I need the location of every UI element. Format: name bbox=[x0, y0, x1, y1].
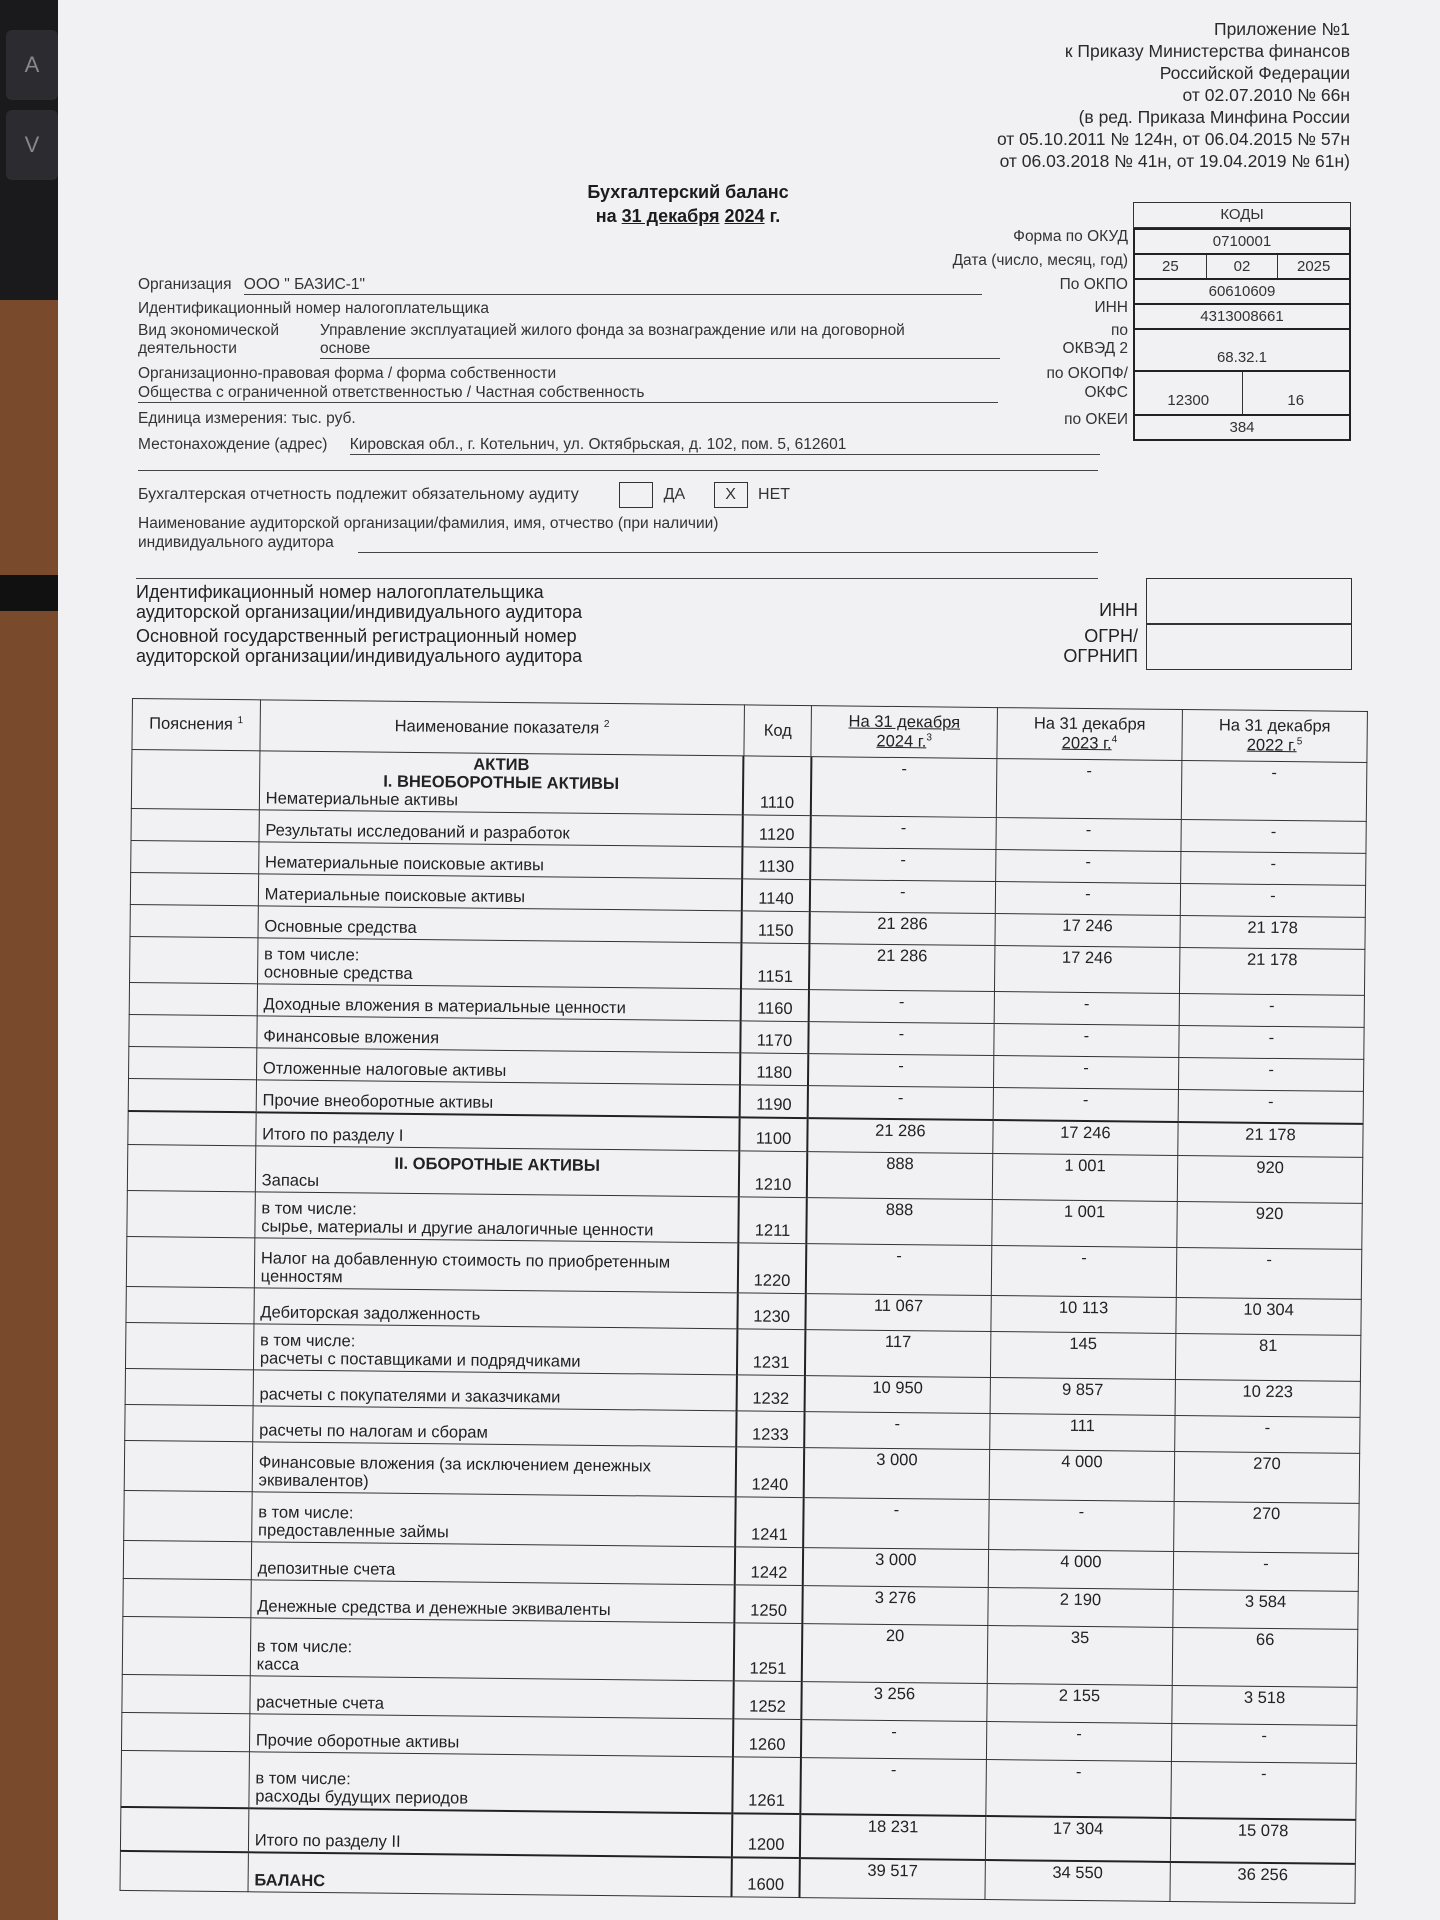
okud-value: 0710001 bbox=[1133, 228, 1351, 255]
notes-cell bbox=[125, 1322, 253, 1369]
auditor-inn-box[interactable] bbox=[1146, 578, 1352, 624]
value-2024-cell: - bbox=[811, 757, 997, 818]
value-2023-cell: 1 001 bbox=[992, 1200, 1178, 1248]
indicator-name: сырье, материалы и другие аналогичные ценности bbox=[261, 1217, 654, 1240]
value-2022-cell: - bbox=[1171, 1723, 1356, 1763]
indicator-name: Доходные вложения в материальные ценности bbox=[263, 995, 626, 1018]
value-2023-cell: 9 857 bbox=[990, 1378, 1175, 1416]
appendix-line: от 02.07.2010 № 66н bbox=[1182, 85, 1350, 105]
inn-label: Идентификационный номер налогоплательщика bbox=[138, 300, 490, 317]
indicator-name: Денежные средства и денежные эквиваленты bbox=[257, 1597, 611, 1620]
activity-value bbox=[320, 322, 1000, 359]
col-2024-header: На 31 декабря 2024 г.$^3$ bbox=[811, 706, 997, 759]
okopf-okfs-values bbox=[1133, 372, 1351, 416]
org-value: ООО " БАЗИС-1" bbox=[244, 276, 982, 295]
code-cell: 1251 bbox=[734, 1623, 802, 1682]
appendix-line: Приложение №1 bbox=[1213, 19, 1350, 39]
value-2024-cell: - bbox=[810, 880, 996, 914]
address-value: Кировская обл., г. Котельнич, ул. Октябрьская, д. 102, пом. 5, 612601 bbox=[350, 436, 1100, 455]
value-2022-cell: 3 518 bbox=[1172, 1685, 1357, 1725]
address-label: Местонахождение (адрес) bbox=[138, 436, 328, 453]
value-2022-cell: 10 223 bbox=[1175, 1379, 1360, 1417]
indicator-name-prefix: в том числе: bbox=[255, 1768, 351, 1788]
ogrn-label-line: ОГРНИП bbox=[1063, 646, 1138, 666]
code-cell: 1252 bbox=[734, 1681, 802, 1720]
value-2024-cell: - bbox=[808, 1054, 994, 1088]
indicator-name-cell bbox=[256, 1080, 740, 1117]
value-2024-cell: 21 286 bbox=[809, 912, 995, 946]
okpo-label: По ОКПО bbox=[1059, 276, 1128, 293]
code-cell: 1250 bbox=[735, 1585, 803, 1624]
indicator-name-cell bbox=[254, 1288, 738, 1329]
indicator-name-cell bbox=[256, 1112, 740, 1151]
indicator-name-prefix: в том числе: bbox=[259, 1331, 356, 1351]
value-2024-cell: 888 bbox=[806, 1198, 992, 1246]
org-label: Организация bbox=[138, 276, 232, 293]
value-2024-cell: - bbox=[804, 1412, 990, 1450]
auditor-name-label: индивидуального аудитора bbox=[138, 534, 334, 551]
codes-header: КОДЫ bbox=[1133, 202, 1351, 228]
value-2024-cell: - bbox=[810, 816, 996, 850]
indicator-name-cell bbox=[258, 874, 742, 911]
indicator-name-cell bbox=[251, 1542, 735, 1585]
indicator-name: эквивалентов) bbox=[258, 1471, 369, 1491]
notes-cell bbox=[124, 1490, 252, 1541]
value-2023-cell: 10 113 bbox=[991, 1296, 1176, 1334]
indicator-name-cell bbox=[255, 1192, 740, 1243]
col-notes-header: Пояснения $^1$ bbox=[132, 699, 260, 751]
value-2024-cell: - bbox=[801, 1720, 987, 1760]
indicator-name: расчеты с поставщиками и подрядчиками bbox=[259, 1349, 581, 1371]
date-month-value: 02 bbox=[1206, 255, 1278, 278]
okud-label: Форма по ОКУД bbox=[1013, 228, 1128, 245]
indicator-name: Основные средства bbox=[264, 917, 417, 937]
indicator-name-cell bbox=[250, 1618, 735, 1681]
notes-cell bbox=[129, 1046, 257, 1079]
value-2023-cell: 4 000 bbox=[988, 1550, 1173, 1590]
auditor-ogrn-line: Основной государственный регистрационный номер bbox=[136, 626, 577, 646]
notes-cell bbox=[121, 1750, 249, 1807]
value-2023-cell: 2 155 bbox=[987, 1684, 1172, 1724]
value-2023-cell: - bbox=[993, 1056, 1178, 1090]
value-2024-cell: - bbox=[800, 1758, 986, 1816]
notes-cell bbox=[130, 936, 258, 983]
notes-cell bbox=[123, 1540, 251, 1579]
code-cell: 1180 bbox=[740, 1053, 808, 1086]
address-row bbox=[138, 436, 1138, 455]
value-2022-cell: 3 584 bbox=[1173, 1589, 1358, 1629]
value-2022-cell: - bbox=[1179, 1025, 1364, 1059]
code-cell: 1211 bbox=[739, 1197, 807, 1244]
notes-cell bbox=[128, 1078, 256, 1111]
indicator-name-cell bbox=[249, 1714, 733, 1757]
auditor-name-label: Наименование аудиторской организации/фамилия, имя, отчество (при наличии) bbox=[138, 515, 719, 532]
value-2022-cell: - bbox=[1176, 1247, 1362, 1299]
notes-cell bbox=[129, 982, 257, 1015]
notes-cell bbox=[126, 1236, 254, 1287]
indicator-name: основные средства bbox=[263, 963, 413, 983]
value-2022-cell: - bbox=[1173, 1551, 1358, 1591]
audit-yes-label: ДА bbox=[663, 486, 686, 504]
value-2022-cell: 270 bbox=[1174, 1501, 1360, 1553]
value-2024-cell: 3 000 bbox=[803, 1548, 989, 1588]
indicator-name-cell bbox=[257, 1016, 741, 1053]
indicator-name-cell bbox=[256, 1048, 740, 1085]
code-cell: 1190 bbox=[740, 1085, 808, 1118]
value-2022-cell: 21 178 bbox=[1179, 947, 1365, 995]
indicator-name: БАЛАНС bbox=[254, 1871, 326, 1891]
indicator-name: Нематериальные поисковые активы bbox=[264, 853, 545, 875]
value-2023-cell: - bbox=[995, 882, 1180, 916]
indicator-name: расчеты по налогам и сборам bbox=[259, 1421, 488, 1442]
col-code-header: Код bbox=[744, 705, 812, 757]
address-extra-line bbox=[138, 470, 1098, 471]
value-2023-cell: - bbox=[986, 1760, 1172, 1818]
indicator-name: расходы будущих периодов bbox=[255, 1786, 469, 1808]
indicator-name-cell bbox=[252, 1442, 737, 1497]
indicator-name: ценностям bbox=[260, 1267, 343, 1287]
auditor-inn-line: аудиторской организации/индивидуального аудитора bbox=[136, 602, 583, 622]
indicator-name: Итого по разделу I bbox=[262, 1125, 404, 1145]
value-2022-cell: 21 178 bbox=[1178, 1121, 1363, 1157]
notes-cell bbox=[127, 1144, 255, 1191]
code-cell: 1600 bbox=[732, 1857, 800, 1898]
form-block bbox=[138, 364, 998, 403]
value-2024-cell: 888 bbox=[807, 1152, 993, 1200]
value-2024-cell: - bbox=[810, 848, 996, 882]
indicator-name-cell bbox=[251, 1580, 735, 1623]
appendix-line: от 06.03.2018 № 41н, от 19.04.2019 № 61н) bbox=[999, 151, 1350, 171]
okopf-label-1: по ОКОПФ/ bbox=[1046, 365, 1128, 382]
value-2024-cell: 11 067 bbox=[805, 1294, 991, 1332]
value-2022-cell: - bbox=[1178, 1057, 1363, 1091]
value-2022-cell: - bbox=[1181, 760, 1367, 821]
value-2022-cell: - bbox=[1171, 1761, 1357, 1819]
code-cell: 1200 bbox=[732, 1813, 800, 1858]
auditor-ids bbox=[136, 582, 582, 666]
value-2023-cell: 17 246 bbox=[993, 1120, 1178, 1156]
value-2022-cell: 81 bbox=[1175, 1333, 1361, 1381]
value-2023-cell: - bbox=[989, 1500, 1175, 1552]
code-cell: 1140 bbox=[742, 879, 810, 912]
notes-cell bbox=[131, 750, 259, 810]
col-2022-header: На 31 декабря 2022 г.$^5$ bbox=[1182, 709, 1368, 762]
auditor-inn-line: Идентификационный номер налогоплательщика bbox=[136, 582, 544, 602]
col-name-header: Наименование показателя $^2$ bbox=[260, 700, 745, 756]
indicator-name-cell bbox=[248, 1808, 733, 1857]
value-2022-cell: - bbox=[1178, 1089, 1363, 1123]
indicator-name-prefix: Налог на добавленную стоимость по приобретенным bbox=[260, 1249, 671, 1272]
code-cell: 1120 bbox=[743, 815, 811, 848]
activity-label-line: Вид экономической bbox=[138, 322, 280, 339]
indicator-name: касса bbox=[256, 1655, 300, 1674]
value-2022-cell: - bbox=[1181, 851, 1366, 885]
indicator-name-prefix: в том числе: bbox=[261, 1199, 357, 1219]
date-day-month: 31 декабря bbox=[621, 206, 720, 226]
value-2022-cell: 920 bbox=[1177, 1155, 1363, 1203]
value-2022-cell: 10 304 bbox=[1176, 1297, 1361, 1335]
code-cell: 1150 bbox=[742, 911, 810, 944]
notes-cell bbox=[120, 1806, 248, 1851]
indicator-name: предоставленные займы bbox=[257, 1521, 449, 1542]
appendix-line: к Приказу Министерства финансов bbox=[1064, 41, 1350, 61]
indicator-name-cell bbox=[252, 1406, 736, 1447]
value-2022-cell: 21 178 bbox=[1180, 915, 1365, 949]
code-cell: 1241 bbox=[736, 1497, 804, 1548]
codes-box bbox=[1133, 202, 1351, 441]
indicator-name: Прочие внеоборотные активы bbox=[262, 1090, 494, 1112]
value-2024-cell: - bbox=[806, 1244, 992, 1296]
value-2023-cell: 17 304 bbox=[985, 1816, 1170, 1862]
inn-code-label: ИНН bbox=[1094, 299, 1128, 316]
value-2024-cell: 20 bbox=[802, 1624, 988, 1684]
indicator-name: Запасы bbox=[261, 1171, 320, 1190]
ogrn-label-line: ОГРН/ bbox=[1084, 626, 1138, 646]
activity-value-line: основе bbox=[320, 340, 1000, 359]
date-label: Дата (число, месяц, год) bbox=[952, 252, 1128, 269]
auditor-name-line bbox=[358, 552, 1098, 553]
activity-value-line: Управление эксплуатацией жилого фонда за вознаграждение или на договорной bbox=[320, 322, 905, 339]
value-2023-cell: - bbox=[996, 818, 1181, 852]
notes-cell bbox=[129, 1014, 257, 1047]
appendix-line: Российской Федерации bbox=[1159, 63, 1350, 83]
indicator-name: расчеты с покупателями и заказчиками bbox=[259, 1385, 561, 1407]
okved-label-1: по bbox=[1110, 322, 1128, 339]
indicator-name: Материальные поисковые активы bbox=[264, 885, 526, 907]
value-2024-cell: 21 286 bbox=[809, 944, 995, 992]
indicator-name-cell bbox=[258, 842, 742, 879]
indicator-name-cell bbox=[258, 906, 742, 943]
value-2022-cell: - bbox=[1181, 819, 1366, 853]
notes-cell bbox=[131, 840, 259, 873]
value-2024-cell: 3 000 bbox=[803, 1448, 989, 1500]
auditor-ogrn-line: аудиторской организации/индивидуального аудитора bbox=[136, 646, 583, 666]
value-2024-cell: - bbox=[808, 990, 994, 1024]
col-2023-header: На 31 декабря 2023 г.$^4$ bbox=[997, 708, 1183, 761]
notes-cell bbox=[123, 1578, 251, 1617]
indicator-name-cell bbox=[248, 1852, 732, 1897]
notes-cell bbox=[127, 1190, 255, 1237]
code-cell: 1110 bbox=[743, 756, 811, 816]
keyboard-key: V bbox=[6, 110, 58, 180]
code-cell: 1100 bbox=[740, 1117, 808, 1152]
notes-cell bbox=[131, 808, 259, 841]
code-cell: 1240 bbox=[736, 1447, 804, 1498]
indicator-name: Нематериальные активы bbox=[265, 789, 459, 810]
okopf-value: 12300 bbox=[1167, 392, 1210, 409]
value-2023-cell: - bbox=[986, 1722, 1171, 1762]
audit-no-label: НЕТ bbox=[758, 486, 791, 504]
date-year: 2024 bbox=[724, 206, 765, 226]
value-2023-cell: - bbox=[996, 850, 1181, 884]
indicator-name-cell bbox=[257, 938, 742, 989]
notes-cell bbox=[121, 1712, 249, 1751]
notes-cell bbox=[125, 1404, 253, 1441]
value-2023-cell: - bbox=[991, 1246, 1177, 1298]
value-2023-cell: 34 550 bbox=[985, 1859, 1170, 1901]
auditor-inn-code-label: ИНН bbox=[1099, 600, 1138, 620]
okved-label-2: ОКВЭД 2 bbox=[1062, 340, 1128, 357]
date-day-value: 25 bbox=[1161, 258, 1179, 275]
value-2024-cell: 39 517 bbox=[799, 1858, 985, 1900]
indicator-name-cell bbox=[257, 984, 741, 1021]
notes-cell bbox=[128, 1110, 256, 1145]
auditor-code-boxes bbox=[1146, 578, 1352, 670]
notes-cell bbox=[122, 1674, 250, 1713]
indicator-name-cell bbox=[250, 1676, 734, 1719]
audit-yes-checkbox[interactable] bbox=[619, 482, 653, 508]
title-date bbox=[458, 204, 918, 228]
inn-value: 4313008661 bbox=[1133, 305, 1351, 330]
indicator-name-prefix: Финансовые вложения (за исключением денежных bbox=[258, 1453, 651, 1476]
value-2024-cell: 21 286 bbox=[807, 1118, 993, 1154]
code-cell: 1170 bbox=[741, 1021, 809, 1054]
okpo-value: 60610609 bbox=[1133, 280, 1351, 305]
notes-cell bbox=[124, 1440, 252, 1491]
value-2022-cell: 920 bbox=[1177, 1201, 1363, 1249]
value-2024-cell: - bbox=[803, 1498, 989, 1550]
indicator-name-prefix: в том числе: bbox=[256, 1637, 353, 1657]
appendix-block bbox=[790, 18, 1350, 172]
value-2023-cell: - bbox=[993, 1088, 1178, 1122]
indicator-name: Прочие оборотные активы bbox=[255, 1731, 460, 1752]
value-2024-cell: - bbox=[808, 1022, 994, 1056]
value-2023-cell: 2 190 bbox=[988, 1588, 1173, 1628]
okei-value: 384 bbox=[1133, 416, 1351, 441]
value-2023-cell: 111 bbox=[990, 1414, 1175, 1452]
appendix-line: (в ред. Приказа Минфина России bbox=[1078, 107, 1350, 127]
document-title bbox=[458, 180, 918, 228]
okopf-label-2: ОКФС bbox=[1084, 384, 1128, 401]
value-2022-cell: 270 bbox=[1174, 1451, 1360, 1503]
indicator-name-cell bbox=[254, 1238, 739, 1293]
indicator-name-cell bbox=[249, 1752, 734, 1813]
activity-label bbox=[138, 322, 279, 358]
value-2024-cell: 3 276 bbox=[802, 1586, 988, 1626]
auditor-name-block bbox=[138, 514, 718, 552]
form-value: Общества с ограниченной ответственностью / Частная собственность bbox=[138, 383, 998, 403]
notes-cell bbox=[126, 1286, 254, 1323]
code-cell: 1230 bbox=[738, 1293, 806, 1330]
section-1-title: I. ВНЕОБОРОТНЫЕ АКТИВЫ bbox=[383, 772, 620, 794]
value-2022-cell: 36 256 bbox=[1170, 1861, 1356, 1903]
value-2023-cell: 17 246 bbox=[995, 914, 1180, 948]
value-2024-cell: 18 231 bbox=[800, 1814, 986, 1860]
code-cell: 1160 bbox=[741, 989, 809, 1022]
code-cell: 1233 bbox=[737, 1411, 805, 1448]
code-cell: 1261 bbox=[733, 1757, 801, 1814]
value-2022-cell: - bbox=[1179, 993, 1364, 1027]
date-suffix: г. bbox=[769, 206, 781, 226]
value-2024-cell: 117 bbox=[805, 1330, 991, 1378]
audit-question bbox=[138, 482, 790, 508]
indicator-name-cell bbox=[259, 810, 743, 847]
indicator-name-cell bbox=[251, 1492, 736, 1547]
value-2024-cell: 10 950 bbox=[804, 1376, 990, 1414]
code-cell: 1151 bbox=[741, 943, 809, 990]
indicator-name-cell bbox=[253, 1324, 738, 1375]
section-2-title: II. ОБОРОТНЫЕ АКТИВЫ bbox=[394, 1154, 601, 1175]
notes-cell bbox=[125, 1368, 253, 1405]
auditor-ogrn-box[interactable] bbox=[1146, 624, 1352, 670]
indicator-name: депозитные счета bbox=[257, 1559, 396, 1579]
code-cell: 1232 bbox=[737, 1375, 805, 1412]
audit-no-checkbox[interactable]: X bbox=[714, 482, 748, 508]
indicator-name-cell bbox=[259, 751, 744, 815]
value-2023-cell: - bbox=[996, 759, 1182, 820]
balance-sheet-page bbox=[58, 0, 1440, 1920]
title-text: Бухгалтерский баланс bbox=[587, 182, 789, 202]
value-2024-cell: 3 256 bbox=[801, 1682, 987, 1722]
notes-cell bbox=[122, 1616, 250, 1675]
date-prefix: на bbox=[595, 206, 617, 226]
value-2023-cell: 1 001 bbox=[992, 1154, 1178, 1202]
value-2023-cell: - bbox=[994, 992, 1179, 1026]
okfs-value: 16 bbox=[1242, 372, 1350, 414]
audit-question-text: Бухгалтерская отчетность подлежит обязательному аудиту bbox=[138, 486, 579, 504]
code-cell: 1260 bbox=[733, 1719, 801, 1758]
section-aktiv: АКТИВ bbox=[473, 755, 530, 775]
indicator-name-prefix: в том числе: bbox=[264, 945, 360, 965]
indicator-name: расчетные счета bbox=[256, 1693, 385, 1713]
code-cell: 1220 bbox=[738, 1243, 806, 1294]
indicator-name: Финансовые вложения bbox=[263, 1027, 440, 1048]
notes-cell bbox=[120, 1850, 248, 1891]
code-cell: 1231 bbox=[737, 1329, 805, 1376]
indicator-name: Итого по разделу II bbox=[254, 1830, 401, 1851]
value-2022-cell: - bbox=[1175, 1415, 1360, 1453]
indicator-name: Дебиторская задолженность bbox=[260, 1303, 481, 1324]
value-2023-cell: 17 246 bbox=[994, 946, 1180, 994]
indicator-name-cell bbox=[255, 1146, 740, 1197]
indicator-name-prefix: в том числе: bbox=[258, 1503, 354, 1523]
value-2023-cell: 145 bbox=[990, 1332, 1176, 1380]
balance-table bbox=[120, 698, 1368, 1904]
activity-label-line: деятельности bbox=[138, 340, 237, 357]
value-2023-cell: 35 bbox=[987, 1626, 1173, 1686]
value-2024-cell: - bbox=[807, 1086, 993, 1120]
notes-cell bbox=[130, 872, 258, 905]
auditor-extra-line bbox=[136, 578, 1098, 579]
value-2023-cell: - bbox=[994, 1024, 1179, 1058]
org-row bbox=[138, 276, 1058, 295]
form-label: Организационно-правовая форма / форма собственности bbox=[138, 365, 557, 382]
value-2023-cell: 4 000 bbox=[989, 1450, 1175, 1502]
indicator-name: Отложенные налоговые активы bbox=[262, 1059, 507, 1080]
unit-label: Единица измерения: тыс. руб. bbox=[138, 410, 356, 427]
appendix-line: от 05.10.2011 № 124н, от 06.04.2015 № 57н bbox=[996, 129, 1350, 149]
code-cell: 1210 bbox=[739, 1151, 807, 1198]
date-values bbox=[1133, 255, 1351, 280]
indicator-name-cell bbox=[253, 1370, 737, 1411]
code-cell: 1242 bbox=[735, 1547, 803, 1586]
indicator-name: Результаты исследований и разработок bbox=[265, 821, 570, 843]
date-year-value: 2025 bbox=[1277, 255, 1349, 278]
notes-cell bbox=[130, 904, 258, 937]
okved-value: 68.32.1 bbox=[1133, 330, 1351, 372]
value-2022-cell: 66 bbox=[1172, 1627, 1358, 1687]
keyboard-key: A bbox=[6, 30, 58, 100]
value-2022-cell: 15 078 bbox=[1170, 1817, 1356, 1863]
code-cell: 1130 bbox=[742, 847, 810, 880]
value-2022-cell: - bbox=[1180, 883, 1365, 917]
okei-label: по ОКЕИ bbox=[1064, 411, 1128, 428]
auditor-ogrn-code-label bbox=[1048, 626, 1138, 666]
